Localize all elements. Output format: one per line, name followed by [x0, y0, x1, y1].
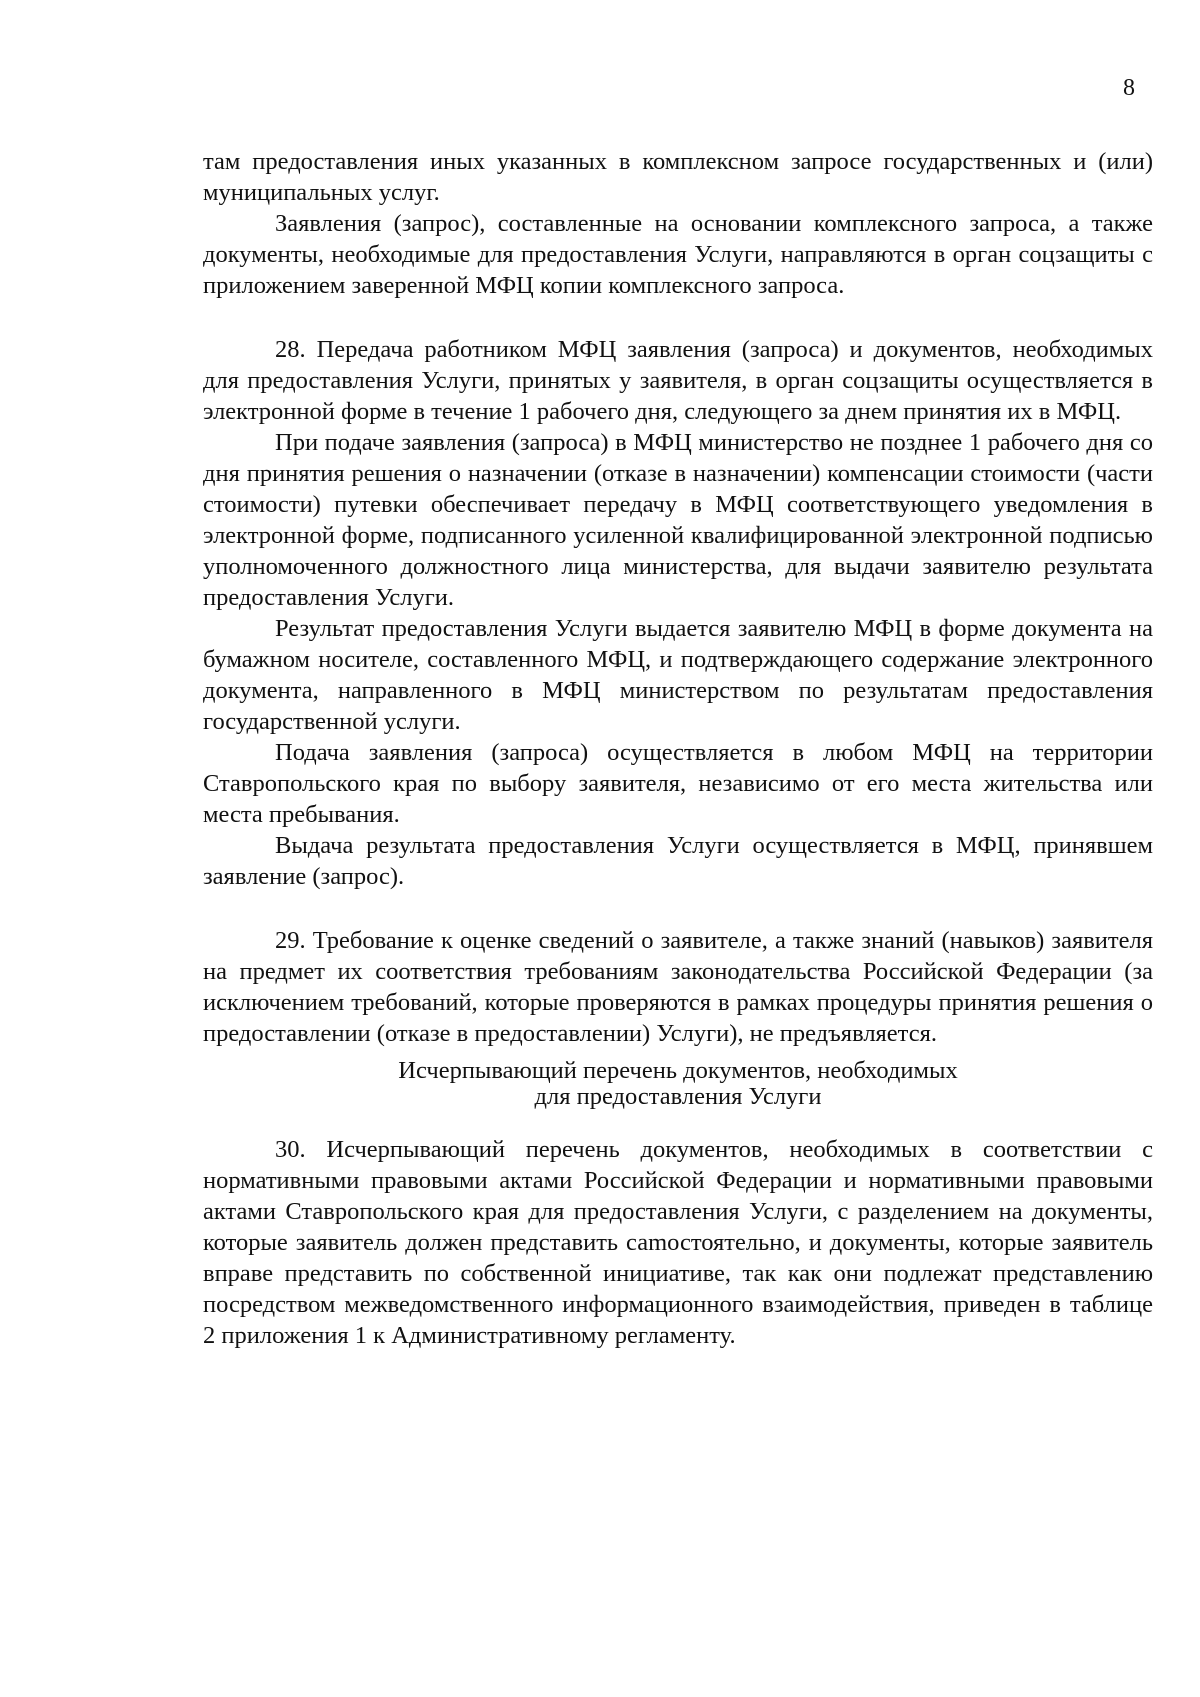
section-heading-line-1: Исчерпывающий перечень документов, необходимых: [398, 1057, 958, 1084]
section-heading: [203, 1058, 1153, 1110]
paragraph-28-submission: Подача заявления (запроса) осуществляется в любом МФЦ на территории Ставропольского края по выбору заявителя, независимо от его места жительства или места пребывания.: [203, 739, 1153, 828]
page-number: 8: [1123, 75, 1135, 101]
paragraph-28-notification: При подаче заявления (запроса) в МФЦ министерство не позднее 1 рабочего дня со дня принятия решения о назначении (отказе в назначении) компенсации стоимости (части стоимости) путевки обеспечивает передачу в МФЦ соответствующего уведомления в электронной форме, подписанного усиленной квалифицированной электронной подписью уполномоченного должностного лица министерства, для выдачи заявителю результата предоставления Услуги.: [203, 429, 1153, 611]
section-heading-line-2: для предоставления Услуги: [534, 1083, 822, 1110]
paragraph-28: 28. Передача работником МФЦ заявления (запроса) и документов, необходимых для предоставления Услуги, принятых у заявителя, в орган соцзащиты осуществляется в электронной форме в течение 1 рабочего дня, следующего за днем принятия их в МФЦ.: [203, 336, 1153, 425]
paragraph-spacer: [203, 301, 1153, 334]
paragraph-28-issuance: Выдача результата предоставления Услуги осуществляется в МФЦ, принявшем заявление (запрос).: [203, 832, 1153, 890]
paragraph-29: 29. Требование к оценке сведений о заявителе, а также знаний (навыков) заявителя на предмет их соответствия требованиям законодательства Российской Федерации (за исключением требований, которые проверяются в рамках процедуры принятия решения о предоставлении (отказе в предоставлении) Услуги), не предъявляется.: [203, 927, 1153, 1047]
paragraph-spacer: [203, 892, 1153, 925]
paragraph-28-result: Результат предоставления Услуги выдается заявителю МФЦ в форме документа на бумажном носителе, составленного МФЦ, и подтверждающего содержание электронного документа, направленного в МФЦ министерством по результатам предоставления государственной услуги.: [203, 615, 1153, 735]
paragraph-30: 30. Исчерпывающий перечень документов, необходимых в соответствии с нормативными правовыми актами Российской Федерации и нормативными правовыми актами Ставропольского края для предоставления Услуги, с разделением на документы, которые заявитель должен представить саmостоятельно, и документы, которые заявитель вправе представить по собственной инициативе, так как они подлежат представлению посредством межведомственного информационного взаимодействия, приведен в таблице 2 приложения 1 к Административному регламенту.: [203, 1136, 1153, 1349]
paragraph-complex-request: Заявления (запрос), составленные на основании комплексного запроса, а также документы, необходимые для предоставления Услуги, направляются в орган соцзащиты с приложением заверенной МФЦ копии комплексного запроса.: [203, 210, 1153, 299]
paragraph-continuation: там предоставления иных указанных в комплексном запросе государственных и (или) муниципальных услуг.: [203, 148, 1153, 206]
document-body: [203, 146, 1153, 1351]
